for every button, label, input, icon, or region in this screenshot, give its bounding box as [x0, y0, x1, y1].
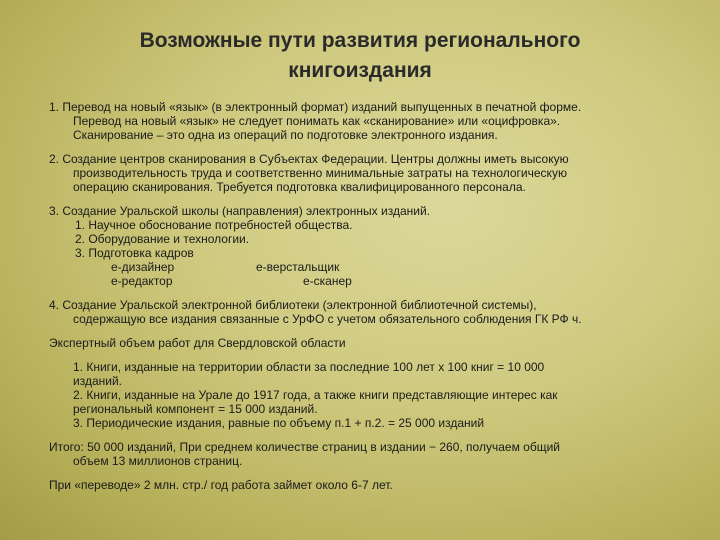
item-1-line-1: 1. Перевод на новый «язык» (в электронный формат) изданий выпущенных в печатной форме. — [49, 100, 582, 114]
roles-row-2 — [49, 274, 689, 288]
item-1-line-3: Сканирование – это одна из операций по подготовке электронного издания. — [73, 128, 498, 142]
slide-content — [49, 100, 689, 492]
role-designer: е-дизайнер — [111, 260, 175, 274]
slide-title — [60, 26, 660, 86]
expert-item-2-line-1: 2. Книги, изданные на Урале до 1917 года, а также книги представляющие интерес как — [73, 388, 558, 402]
item-3-sub-2: 2. Оборудование и технологии. — [75, 232, 250, 246]
item-3-sub-3: 3. Подготовка кадров — [75, 246, 194, 260]
conversion — [49, 478, 689, 492]
title-line-2: книгоиздания — [288, 59, 432, 82]
expert-item-3: 3. Периодические издания, равные по объему п.1 + п.2. = 25 000 изданий — [73, 416, 485, 430]
expert-item-1-line-1: 1. Книги, изданные на территории области за последние 100 лет х 100 книг = 10 000 — [73, 360, 545, 374]
item-2-line-3: операцию сканирования. Требуется подготовка квалифицированного персонала. — [73, 180, 526, 194]
total-line-1: Итого: 50 000 изданий, При среднем количестве страниц в издании − 260, получаем общий — [49, 440, 560, 454]
item-4-line-1: 4. Создание Уральской электронной библиотеки (электронной библиотечной системы), — [49, 298, 537, 312]
item-2-line-1: 2. Создание центров сканирования в Субъектах Федерации. Центры должны иметь высокую — [49, 152, 569, 166]
item-1 — [49, 100, 689, 142]
role-editor: е-редактор — [111, 274, 173, 288]
total-line-2: объем 13 миллионов страниц. — [73, 454, 243, 468]
expert-section — [49, 336, 689, 430]
item-1-line-2: Перевод на новый «язык» не следует понимать как «сканирование» или «оцифровка». — [73, 114, 561, 128]
conversion-line: При «переводе» 2 млн. стр./ год работа займет около 6-7 лет. — [49, 478, 393, 492]
item-2-line-2: производительность труда и соответственно минимальные затраты на технологическую — [73, 166, 567, 180]
item-4-line-2: содержащую все издания связанные с УрФО с учетом обязательного соблюдения ГК РФ ч. — [73, 312, 582, 326]
total — [49, 440, 689, 468]
item-4 — [49, 298, 689, 326]
item-3 — [49, 204, 689, 288]
role-typesetter: е-верстальщик — [256, 260, 340, 274]
title-line-1: Возможные пути развития регионального — [139, 29, 581, 52]
roles-row-1 — [49, 260, 689, 274]
expert-item-2-line-2: региональный компонент = 15 000 изданий. — [73, 402, 318, 416]
item-2 — [49, 152, 689, 194]
expert-heading: Экспертный объем работ для Свердловской области — [49, 336, 346, 350]
item-3-line-1: 3. Создание Уральской школы (направления) электронных изданий. — [49, 204, 430, 218]
expert-item-1-line-2: изданий. — [73, 374, 122, 388]
role-scanner: е-сканер — [303, 274, 352, 288]
item-3-sub-1: 1. Научное обоснование потребностей общества. — [75, 218, 353, 232]
